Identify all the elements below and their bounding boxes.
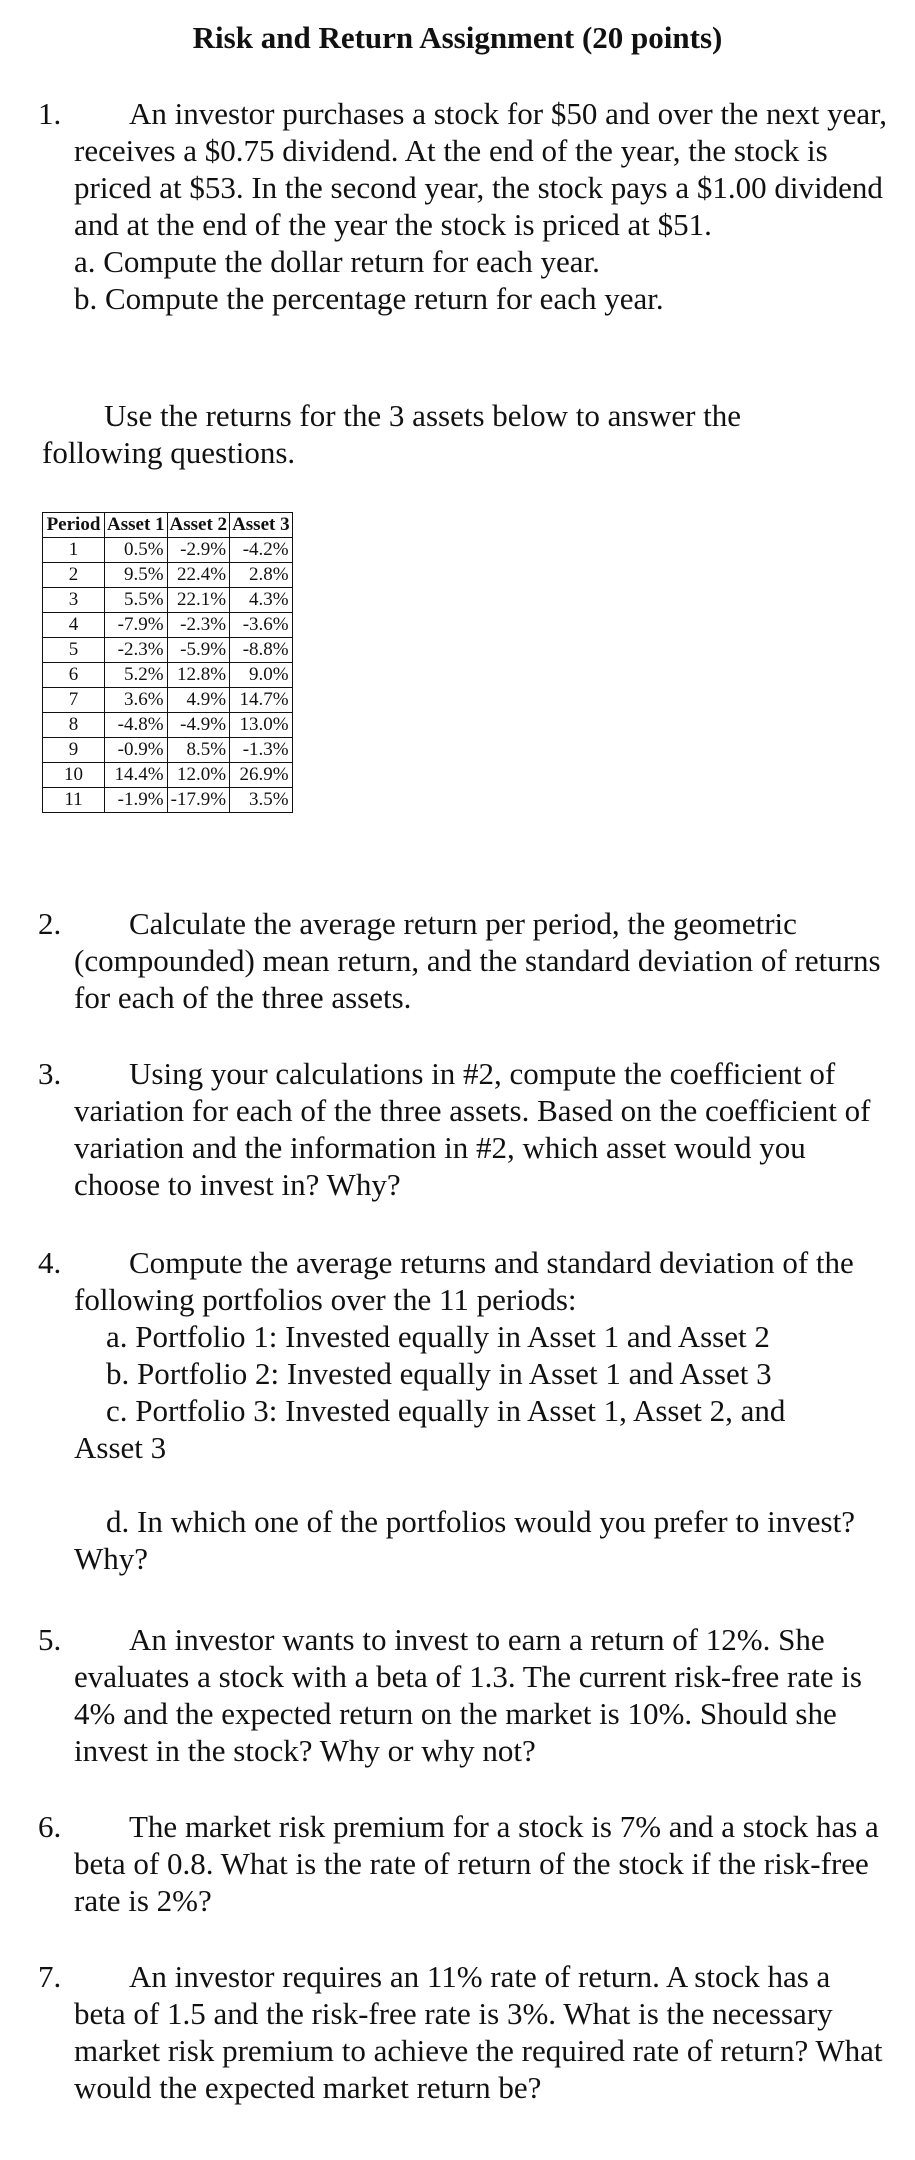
asset-1-return-cell: 3.6% xyxy=(105,688,168,713)
table-row xyxy=(43,713,293,738)
table-row xyxy=(43,763,293,788)
table-row xyxy=(43,738,293,763)
asset-1-return-cell: 5.5% xyxy=(105,588,168,613)
asset-1-return-cell: -0.9% xyxy=(105,738,168,763)
asset-3-return-cell: -4.2% xyxy=(230,538,293,563)
question-1-text: An investor purchases a stock for $50 and over the next year, receives a $0.75 dividend. At the end of the year, the stock is priced at $53. In the second year, the stock pays a $1.00 dividend and at the end of the year the stock is priced at $51. xyxy=(74,96,888,242)
period-cell: 5 xyxy=(43,638,105,663)
period-cell: 7 xyxy=(43,688,105,713)
asset-1-return-cell: 9.5% xyxy=(105,563,168,588)
asset-3-return-cell: 26.9% xyxy=(230,763,293,788)
asset-2-return-cell: -5.9% xyxy=(167,638,230,663)
table-row xyxy=(43,588,293,613)
question-7-number: 7. xyxy=(38,1959,62,1994)
period-cell: 10 xyxy=(43,763,105,788)
period-cell: 9 xyxy=(43,738,105,763)
asset-1-return-cell: 5.2% xyxy=(105,663,168,688)
header-asset-3: Asset 3 xyxy=(230,513,293,538)
asset-1-return-cell: 0.5% xyxy=(105,538,168,563)
asset-3-return-cell: -3.6% xyxy=(230,613,293,638)
question-4-part-c-cont: Asset 3 xyxy=(74,1430,167,1465)
question-6 xyxy=(38,1808,888,1919)
question-6-text: The market risk premium for a stock is 7% and a stock has a beta of 0.8. What is the rate of return of the stock if the risk-free rate is 2%? xyxy=(74,1809,879,1918)
asset-1-return-cell: 14.4% xyxy=(105,763,168,788)
asset-2-return-cell: -2.3% xyxy=(167,613,230,638)
question-3-text: Using your calculations in #2, compute the coefficient of variation for each of the three assets. Based on the coefficient of variation and the information in #2, which asset would you choose to invest in? Why? xyxy=(74,1056,871,1202)
question-5-number: 5. xyxy=(38,1622,62,1657)
table-row xyxy=(43,563,293,588)
asset-3-return-cell: -8.8% xyxy=(230,638,293,663)
asset-2-return-cell: 8.5% xyxy=(167,738,230,763)
question-2-number: 2. xyxy=(38,906,62,941)
question-4-text: Compute the average returns and standard deviation of the following portfolios over the 11 periods: xyxy=(74,1245,854,1317)
asset-returns-table xyxy=(42,512,293,813)
period-cell: 8 xyxy=(43,713,105,738)
header-asset-1: Asset 1 xyxy=(105,513,168,538)
period-cell: 2 xyxy=(43,563,105,588)
header-asset-2: Asset 2 xyxy=(167,513,230,538)
asset-2-return-cell: 4.9% xyxy=(167,688,230,713)
asset-1-return-cell: -2.3% xyxy=(105,638,168,663)
question-4-part-b: b. Portfolio 2: Invested equally in Asset 1 and Asset 3 xyxy=(106,1356,772,1391)
asset-2-return-cell: 12.8% xyxy=(167,663,230,688)
table-row xyxy=(43,538,293,563)
period-cell: 1 xyxy=(43,538,105,563)
asset-3-return-cell: 4.3% xyxy=(230,588,293,613)
header-period: Period xyxy=(43,513,105,538)
document-title: Risk and Return Assignment (20 points) xyxy=(192,20,723,55)
asset-1-return-cell: -1.9% xyxy=(105,788,168,813)
question-3 xyxy=(38,1055,888,1203)
table-row xyxy=(43,663,293,688)
question-4 xyxy=(38,1244,888,1577)
question-4-part-d: d. In which one of the portfolios would you prefer to invest? Why? xyxy=(74,1504,855,1576)
question-4-part-a: a. Portfolio 1: Invested equally in Asset 1 and Asset 2 xyxy=(106,1319,770,1354)
period-cell: 3 xyxy=(43,588,105,613)
question-6-number: 6. xyxy=(38,1809,62,1844)
asset-1-return-cell: -4.8% xyxy=(105,713,168,738)
asset-3-return-cell: 2.8% xyxy=(230,563,293,588)
question-2-text: Calculate the average return per period, the geometric (compounded) mean return, and the standard deviation of returns for each of the three assets. xyxy=(74,906,881,1015)
asset-2-return-cell: 22.4% xyxy=(167,563,230,588)
question-4-number: 4. xyxy=(38,1245,62,1280)
question-3-number: 3. xyxy=(38,1056,62,1091)
question-5-text: An investor wants to invest to earn a return of 12%. She evaluates a stock with a beta of 1.3. The current risk-free rate is 4% and the expected return on the market is 10%. Should she invest in the stock? Why or why not? xyxy=(74,1622,862,1768)
table-header-row xyxy=(43,513,293,538)
table-intro: Use the returns for the 3 assets below to answer the following questions. xyxy=(42,398,742,470)
asset-2-return-cell: -4.9% xyxy=(167,713,230,738)
asset-2-return-cell: -2.9% xyxy=(167,538,230,563)
asset-2-return-cell: 12.0% xyxy=(167,763,230,788)
question-5 xyxy=(38,1621,888,1769)
asset-3-return-cell: -1.3% xyxy=(230,738,293,763)
question-4-part-c: c. Portfolio 3: Invested equally in Asset 1, Asset 2, and xyxy=(106,1393,786,1428)
period-cell: 11 xyxy=(43,788,105,813)
period-cell: 4 xyxy=(43,613,105,638)
asset-3-return-cell: 13.0% xyxy=(230,713,293,738)
question-7 xyxy=(38,1958,888,2106)
question-7-text: An investor requires an 11% rate of return. A stock has a beta of 1.5 and the risk-free rate is 3%. What is the necessary market risk premium to achieve the required rate of return? What would the expected market return be? xyxy=(74,1959,883,2105)
asset-1-return-cell: -7.9% xyxy=(105,613,168,638)
question-1-part-a: a. Compute the dollar return for each year. xyxy=(74,244,600,279)
question-1 xyxy=(38,95,888,317)
asset-3-return-cell: 14.7% xyxy=(230,688,293,713)
table-row xyxy=(43,788,293,813)
table-row xyxy=(43,613,293,638)
asset-3-return-cell: 3.5% xyxy=(230,788,293,813)
asset-3-return-cell: 9.0% xyxy=(230,663,293,688)
table-row xyxy=(43,638,293,663)
question-1-part-b: b. Compute the percentage return for each year. xyxy=(74,281,664,316)
asset-2-return-cell: -17.9% xyxy=(167,788,230,813)
question-1-number: 1. xyxy=(38,96,62,131)
question-2 xyxy=(38,905,888,1016)
asset-2-return-cell: 22.1% xyxy=(167,588,230,613)
period-cell: 6 xyxy=(43,663,105,688)
table-row xyxy=(43,688,293,713)
